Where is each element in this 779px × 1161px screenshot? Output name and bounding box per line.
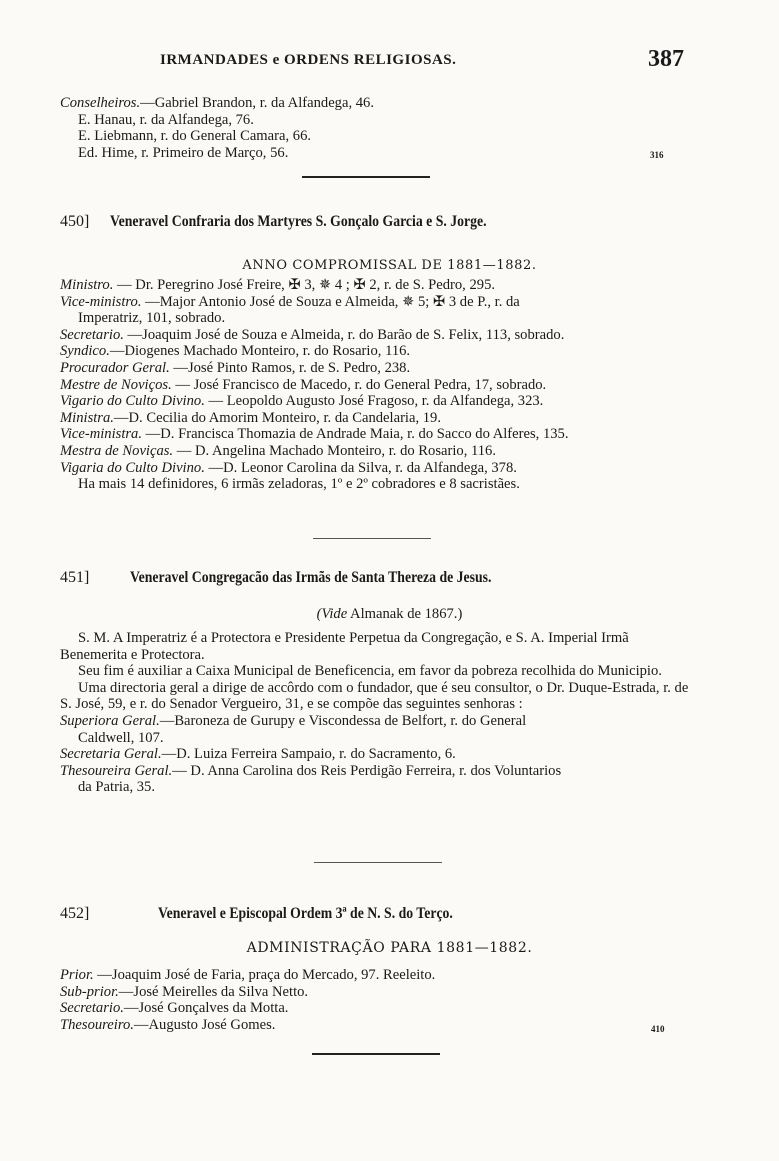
list-item: Superiora Geral.—Baroneza de Gurupy e Viscondessa de Belfort, r. do General (60, 712, 527, 729)
paragraph: Uma directoria geral a dirige de accôrdo com o fundador, que é seu consultor, o Dr. Duque-Estrada, r. de S. José, 59, e r. do Senador Vergueiro, 31, e se compõe das seguintes senhoras : (60, 679, 689, 713)
list-item: Ministra.—D. Cecilia do Amorim Monteiro, r. da Candelaria, 19. (60, 409, 441, 426)
list-item: Thesoureiro.—Augusto José Gomes. (60, 1016, 276, 1033)
list-item: Thesoureira Geral.— D. Anna Carolina dos Reis Perdigão Ferreira, r. dos Voluntarios (60, 762, 562, 779)
congregation-text (60, 630, 698, 796)
list-item: Ministro. — Dr. Peregrino José Freire, ✠ 3, ✵ 4 ; ✠ 2, r. de S. Pedro, 295. (60, 277, 496, 293)
list-item: Secretaria Geral.—D. Luiza Ferreira Sampaio, r. do Sacramento, 6. (60, 746, 456, 763)
paragraph: S. M. A Imperatriz é a Protectora e Presidente Perpetua da Congregação, e S. A. Imperial Irmã Benemerita e Protectora. (60, 630, 629, 663)
list-item: Syndico.—Diogenes Machado Monteiro, r. do Rosario, 116. (60, 343, 411, 360)
section-title: Veneravel Congregacão das Irmãs de Santa Thereza de Jesus. (130, 569, 492, 586)
entry-line: E. Liebmann, r. do General Camara, 66. (78, 128, 312, 145)
entry-line: E. Hanau, r. da Alfandega, 76. (78, 111, 254, 128)
list-item: Prior. —Joaquim José de Faria, praça do Mercado, 97. Reeleito. (60, 967, 436, 983)
list-item: Mestra de Noviças. — D. Angelina Machado Monteiro, r. do Rosario, 116. (60, 442, 497, 459)
list-item: Vice-ministra. —D. Francisca Thomazia de Andrade Maia, r. do Sacco do Alferes, 135. (60, 426, 569, 443)
page-number: 387 (648, 46, 684, 72)
section-divider (302, 176, 430, 178)
list-item: Sub-prior.—José Meirelles da Silva Netto. (60, 983, 309, 1000)
entry-text: —Gabriel Brandon, r. da Alfandega, 46. (140, 95, 374, 111)
list-item: Vice-ministro. —Major Antonio José de Souza e Almeida, ✵ 5; ✠ 3 de P., r. da (60, 293, 520, 310)
section-subtitle: ADMINISTRAÇÃO PARA 1881—1882. (246, 940, 533, 956)
margin-number: 410 (651, 1024, 665, 1034)
section-divider (313, 538, 431, 539)
entry-role: Conselheiros. (60, 95, 141, 111)
entry-line: Ed. Hime, r. Primeiro de Março, 56. (78, 144, 289, 161)
section-title: Veneravel Confraria dos Martyres S. Gonçalo Garcia e S. Jorge. (110, 213, 487, 230)
officers-list (60, 277, 700, 493)
list-item: Secretario. —Joaquim José de Souza e Almeida, r. do Barão de S. Felix, 113, sobrado. (60, 326, 565, 343)
section-number: 450] (60, 213, 90, 230)
section-footer-note: Ha mais 14 definidores, 6 irmãs zeladoras, 1º e 2º cobradores e 8 sacristães. (78, 476, 520, 493)
list-item: Mestre de Noviços. — José Francisco de Macedo, r. do General Pedra, 17, sobrado. (60, 376, 547, 393)
list-item: da Patria, 35. (78, 779, 156, 796)
officers-list (60, 967, 700, 1033)
list-item: Vigario do Culto Divino. — Leopoldo Augusto José Fragoso, r. da Alfandega, 323. (60, 393, 544, 410)
section-title: Veneravel e Episcopal Ordem 3ª de N. S. do Terço. (158, 905, 453, 922)
list-item: Procurador Geral. —José Pinto Ramos, r. de S. Pedro, 238. (60, 359, 411, 376)
list-item: Imperatriz, 101, sobrado. (78, 310, 226, 327)
section-divider (312, 1053, 440, 1055)
section-divider (314, 862, 442, 863)
list-item: Caldwell, 107. (78, 729, 164, 746)
list-item: Vigaria do Culto Divino. —D. Leonor Carolina da Silva, r. da Alfandega, 378. (60, 459, 517, 476)
paragraph: Seu fim é auxiliar a Caixa Municipal de Beneficencia, em favor da pobreza recolhida do Municipio. (78, 663, 662, 680)
section-subtitle: ANNO COMPROMISSAL DE 1881—1882. (242, 258, 537, 273)
section-number: 451] (60, 569, 90, 586)
margin-number: 316 (650, 150, 664, 160)
running-header-title: IRMANDADES e ORDENS RELIGIOSAS. (160, 52, 457, 68)
list-item: Secretario.—José Gonçalves da Motta. (60, 1000, 289, 1017)
section-number: 452] (60, 905, 90, 922)
councillors-block (60, 95, 700, 161)
section-subtitle: (Vide Almanak de 1867.) (316, 606, 463, 622)
